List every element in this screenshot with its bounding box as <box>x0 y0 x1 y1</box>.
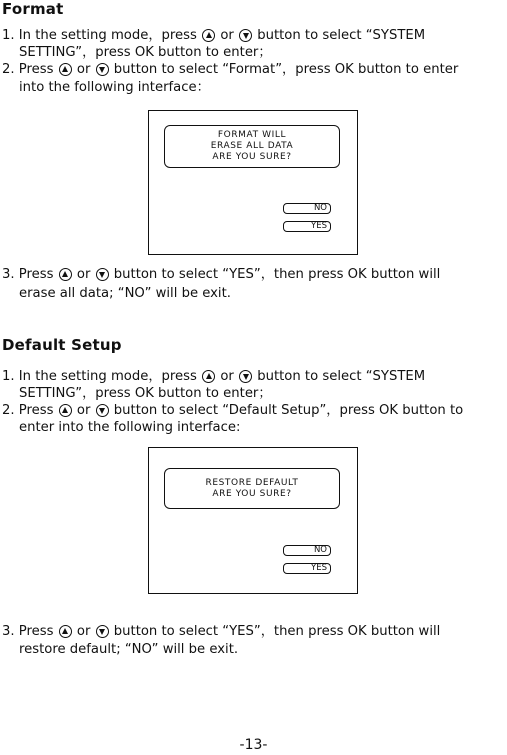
default-step1-line2: SETTING”，press OK button to enter； <box>19 386 272 401</box>
default-setup-heading: Default Setup <box>2 336 122 354</box>
default-step3-line1 <box>2 623 440 641</box>
format-option-no: NO <box>283 203 331 214</box>
down-arrow-button-icon <box>96 625 109 638</box>
default-step1-text-a: 1. In the setting mode，press <box>2 369 197 384</box>
format-heading: Format <box>2 0 64 18</box>
default-option-no: NO <box>283 545 331 556</box>
default-restore-message <box>164 468 340 509</box>
down-arrow-button-icon <box>96 268 109 281</box>
format-step3-line1 <box>2 266 440 284</box>
default-step3-line2: restore default; “NO” will be exit. <box>19 642 239 657</box>
up-arrow-button-icon <box>202 370 215 383</box>
format-step2-text-b: button to select “Format”，press OK button to enter <box>113 62 459 77</box>
up-arrow-button-icon <box>59 268 72 281</box>
format-step1-text-b: button to select “SYSTEM <box>257 28 426 43</box>
format-warning-message <box>164 125 340 168</box>
default-screen-illustration <box>148 447 358 594</box>
up-arrow-button-icon <box>59 625 72 638</box>
format-step1-line1 <box>2 27 425 45</box>
format-step3-or: or <box>76 267 91 282</box>
down-arrow-button-icon <box>96 404 109 417</box>
format-screen-illustration <box>148 110 358 255</box>
format-message-line: FORMAT WILL <box>217 130 287 140</box>
default-message-line: ARE YOU SURE? <box>212 488 292 499</box>
up-arrow-button-icon <box>202 29 215 42</box>
format-message-line: ERASE ALL DATA <box>210 141 294 151</box>
default-step1-or: or <box>220 369 234 384</box>
default-step2-or: or <box>76 403 91 418</box>
format-step2-line1 <box>2 61 458 79</box>
format-step1-or: or <box>220 28 234 43</box>
down-arrow-button-icon <box>239 370 252 383</box>
default-message-line: RESTORE DEFAULT <box>205 477 299 488</box>
default-step1-line1 <box>2 368 425 386</box>
default-step2-line1 <box>2 402 463 420</box>
format-step1-text-a: 1. In the setting mode，press <box>2 28 197 43</box>
default-option-yes: YES <box>283 563 331 574</box>
format-step1-line2: SETTING”，press OK button to enter； <box>19 45 272 60</box>
default-step2-text-b: button to select “Default Setup”，press OK button to <box>113 403 464 418</box>
format-step2-or: or <box>76 62 91 77</box>
format-step2-text-a: 2. Press <box>2 62 54 77</box>
up-arrow-button-icon <box>59 404 72 417</box>
default-step2-line2: enter into the following interface: <box>19 420 241 435</box>
default-step3-text-b: button to select “YES”，then press OK button will <box>113 624 441 639</box>
default-step1-text-b: button to select “SYSTEM <box>257 369 426 384</box>
down-arrow-button-icon <box>96 63 109 76</box>
down-arrow-button-icon <box>239 29 252 42</box>
format-step3-text-a: 3. Press <box>2 267 54 282</box>
default-step2-text-a: 2. Press <box>2 403 54 418</box>
default-step3-text-a: 3. Press <box>2 624 54 639</box>
format-option-yes: YES <box>283 221 331 232</box>
format-step3-line2: erase all data; “NO” will be exit. <box>19 286 231 301</box>
default-step3-or: or <box>76 624 91 639</box>
format-step2-line2: into the following interface： <box>19 80 210 95</box>
page-number: -13- <box>239 737 268 753</box>
format-message-line: ARE YOU SURE? <box>212 152 292 162</box>
up-arrow-button-icon <box>59 63 72 76</box>
format-step3-text-b: button to select “YES”，then press OK button will <box>113 267 441 282</box>
